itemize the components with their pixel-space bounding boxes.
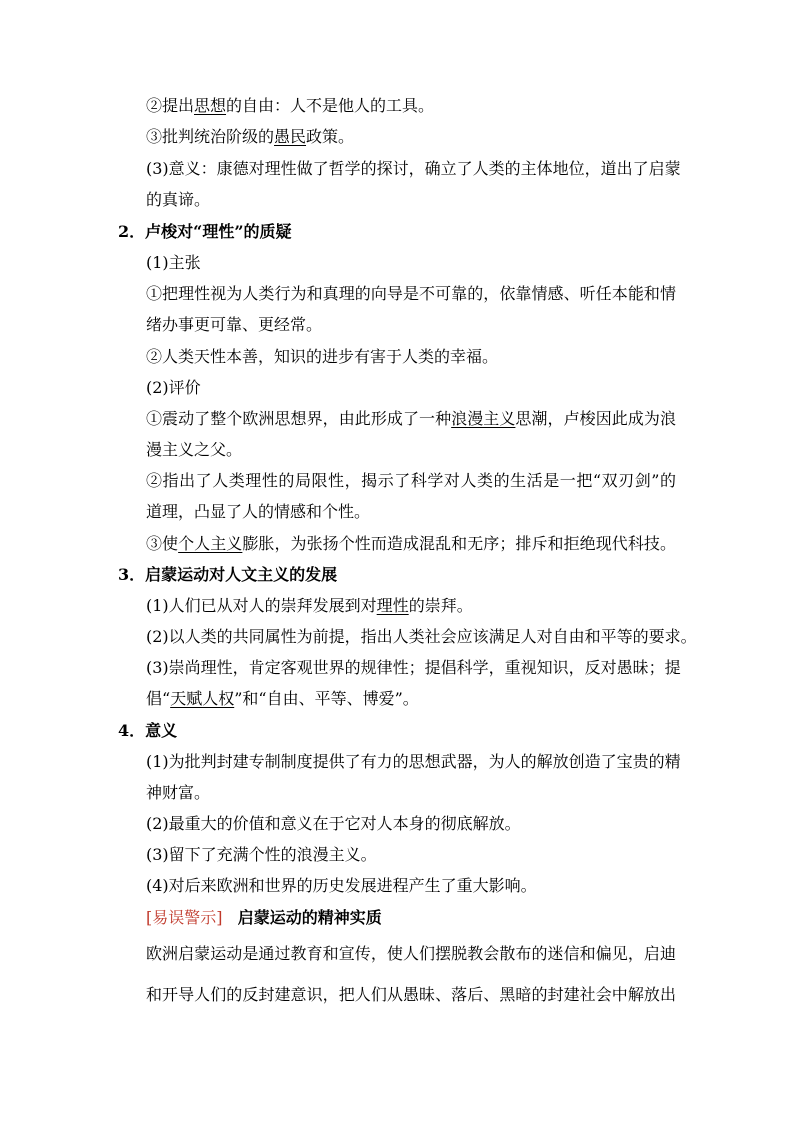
text-line: (3)意义：康德对理性做了哲学的探讨，确立了人类的主体地位，道出了启蒙 (146, 159, 681, 178)
text-line: ③使个人主义膨胀，为张扬个性而造成混乱和无序；排斥和拒绝现代科技。 (146, 534, 676, 553)
text-line: (2)以人类的共同属性为前提，指出人类社会应该满足人对自由和平等的要求。 (146, 627, 697, 646)
text-line: ②提出思想的自由：人不是他人的工具。 (146, 96, 435, 115)
paragraph-line: 欧洲启蒙运动是通过教育和宣传，使人们摆脱教会散布的迷信和偏见，启迪 (146, 944, 676, 963)
text-line: (3)留下了充满个性的浪漫主义。 (146, 845, 377, 864)
text-line: (4)对后来欧洲和世界的历史发展进程产生了重大影响。 (146, 876, 537, 895)
text-line: ①把理性视为人类行为和真理的向导是不可靠的，依靠情感、听任本能和情 (146, 284, 676, 303)
text-line: 漫主义之父。 (146, 440, 243, 459)
text-line: ②人类天性本善，知识的进步有害于人类的幸福。 (146, 347, 499, 366)
text-line: ③批判统治阶级的愚民政策。 (146, 127, 355, 146)
text-line: 绪办事更可靠、更经常。 (146, 315, 323, 334)
warning-title: 启蒙运动的精神实质 (237, 908, 382, 927)
section-heading: 2．卢梭对“理性”的质疑 (118, 222, 292, 241)
paragraph-line: 和开导人们的反封建意识，把人们从愚昧、落后、黑暗的封建社会中解放出 (146, 985, 676, 1004)
text-line: ②指出了人类理性的局限性，揭示了科学对人类的生活是一把“双刃剑”的 (146, 471, 676, 490)
warning-tag: [易误警示] (146, 908, 223, 927)
text-line: 道理，凸显了人的情感和个性。 (146, 502, 371, 521)
section-heading: 4．意义 (118, 721, 178, 740)
warning-line (146, 907, 676, 929)
text-line: (1)主张 (146, 253, 201, 272)
text-line: ①震动了整个欧洲思想界，由此形成了一种浪漫主义思潮，卢梭因此成为浪 (146, 409, 676, 428)
text-line: (1)人们已从对人的崇拜发展到对理性的崇拜。 (146, 596, 473, 615)
text-line: 的真谛。 (146, 190, 211, 209)
text-line: (2)最重大的价值和意义在于它对人本身的彻底解放。 (146, 814, 521, 833)
text-line: 倡“天赋人权”和“自由、平等、博爱”。 (146, 689, 419, 708)
text-line: 神财富。 (146, 783, 211, 802)
text-line: (3)崇尚理性，肯定客观世界的规律性；提倡科学，重视知识，反对愚昧；提 (146, 658, 681, 677)
text-line: (1)为批判封建专制制度提供了有力的思想武器，为人的解放创造了宝贵的精 (146, 752, 681, 771)
section-heading: 3．启蒙运动对人文主义的发展 (118, 565, 338, 584)
text-line: (2)评价 (146, 378, 201, 397)
